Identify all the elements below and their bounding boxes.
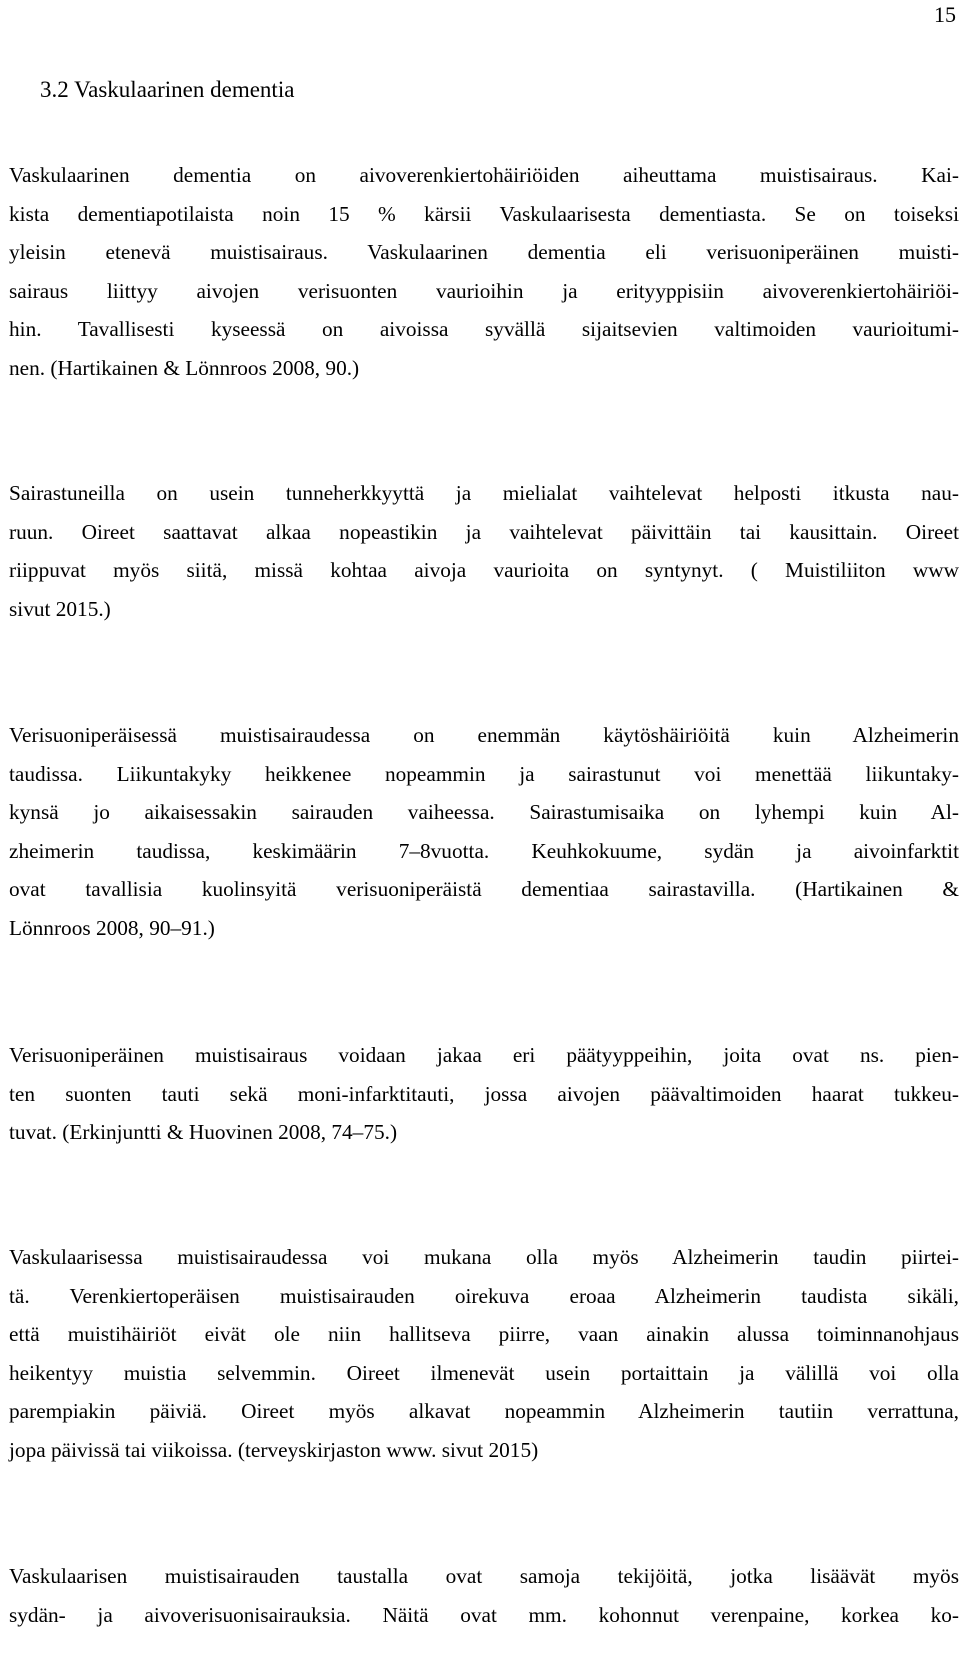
text-line: kynsä jo aikaisessakin sairauden vaiheessa. Sairastumisaika on lyhempi kuin Al- bbox=[9, 800, 959, 824]
paragraph-types bbox=[9, 1036, 959, 1152]
text-line: yleisin etenevä muistisairaus. Vaskulaarinen dementia eli verisuoniperäinen muisti- bbox=[9, 240, 959, 264]
section-heading: 3.2 Vaskulaarinen dementia bbox=[40, 77, 295, 102]
text-line: zheimerin taudissa, keskimäärin 7–8vuotta. Keuhkokuume, sydän ja aivoinfarktit bbox=[9, 838, 959, 863]
text-line: jopa päivissä tai viikoissa. (terveyskirjaston www. sivut 2015) bbox=[9, 1437, 539, 1462]
text-line: parempiakin päiviä. Oireet myös alkavat nopeammin Alzheimerin tautiin verrattuna, bbox=[9, 1399, 959, 1423]
text-line: kista dementiapotilaista noin 15 % kärsii Vaskulaarisesta dementiasta. Se on toiseksi bbox=[9, 201, 959, 226]
text-line: sairaus liittyy aivojen verisuonten vaurioihin ja erityyppisiin aivoverenkiertohäiriöi- bbox=[9, 278, 959, 303]
paragraph-alzheimer-comparison bbox=[9, 1238, 959, 1469]
text-line: nen. (Hartikainen & Lönnroos 2008, 90.) bbox=[9, 355, 360, 380]
text-line: tuvat. (Erkinjuntti & Huovinen 2008, 74–75.) bbox=[9, 1120, 398, 1144]
paragraph-behaviour bbox=[9, 716, 959, 947]
paragraph-risk-factors bbox=[9, 1557, 959, 1634]
paragraph-definition bbox=[9, 156, 959, 387]
text-line: Vaskulaarinen dementia on aivoverenkiertohäiriöiden aiheuttama muistisairaus. Kai- bbox=[9, 163, 959, 187]
text-line: sivut 2015.) bbox=[9, 596, 111, 621]
text-line: tä. Verenkiertoperäisen muistisairauden oirekuva eroaa Alzheimerin taudista sikäli, bbox=[9, 1283, 959, 1308]
text-line: sydän- ja aivoverisuonisairauksia. Näitä ovat mm. kohonnut verenpaine, korkea ko- bbox=[9, 1602, 959, 1627]
text-line: hin. Tavallisesti kyseessä on aivoissa syvällä sijaitsevien valtimoiden vaurioitumi- bbox=[9, 317, 959, 341]
text-line: ovat tavallisia kuolinsyitä verisuoniperäistä dementiaa sairastavilla. (Hartikainen & bbox=[9, 877, 959, 901]
text-line: Sairastuneilla on usein tunneherkkyyttä ja mielialat vaihtelevat helposti itkusta nau- bbox=[9, 481, 959, 505]
text-line: Lönnroos 2008, 90–91.) bbox=[9, 915, 215, 940]
text-line: Vaskulaarisessa muistisairaudessa voi mukana olla myös Alzheimerin taudin piirtei- bbox=[9, 1245, 959, 1269]
paragraph-symptoms bbox=[9, 474, 959, 628]
text-line: taudissa. Liikuntakyky heikkenee nopeammin ja sairastunut voi menettää liikuntaky- bbox=[9, 761, 959, 786]
text-line: Verisuoniperäinen muistisairaus voidaan jakaa eri päätyyppeihin, joita ovat ns. pien- bbox=[9, 1043, 959, 1067]
text-line: Vaskulaarisen muistisairauden taustalla ovat samoja tekijöitä, jotka lisäävät myös bbox=[9, 1564, 959, 1588]
text-line: heikentyy muistia selvemmin. Oireet ilmenevät usein portaittain ja välillä voi olla bbox=[9, 1360, 959, 1385]
text-line: riippuvat myös siitä, missä kohtaa aivoja vaurioita on syntynyt. ( Muistiliiton www bbox=[9, 558, 959, 582]
text-line: ruun. Oireet saattavat alkaa nopeastikin ja vaihtelevat päivittäin tai kausittain. Oireet bbox=[9, 519, 959, 544]
text-line: ten suonten tauti sekä moni-infarktitauti, jossa aivojen päävaltimoiden haarat tukkeu- bbox=[9, 1081, 959, 1106]
text-line: Verisuoniperäisessä muistisairaudessa on enemmän käytöshäiriöitä kuin Alzheimerin bbox=[9, 723, 959, 747]
text-line: että muistihäiriöt eivät ole niin hallitseva piirre, vaan ainakin alussa toiminnanohjaus bbox=[9, 1322, 959, 1346]
page-number: 15 bbox=[934, 2, 956, 27]
